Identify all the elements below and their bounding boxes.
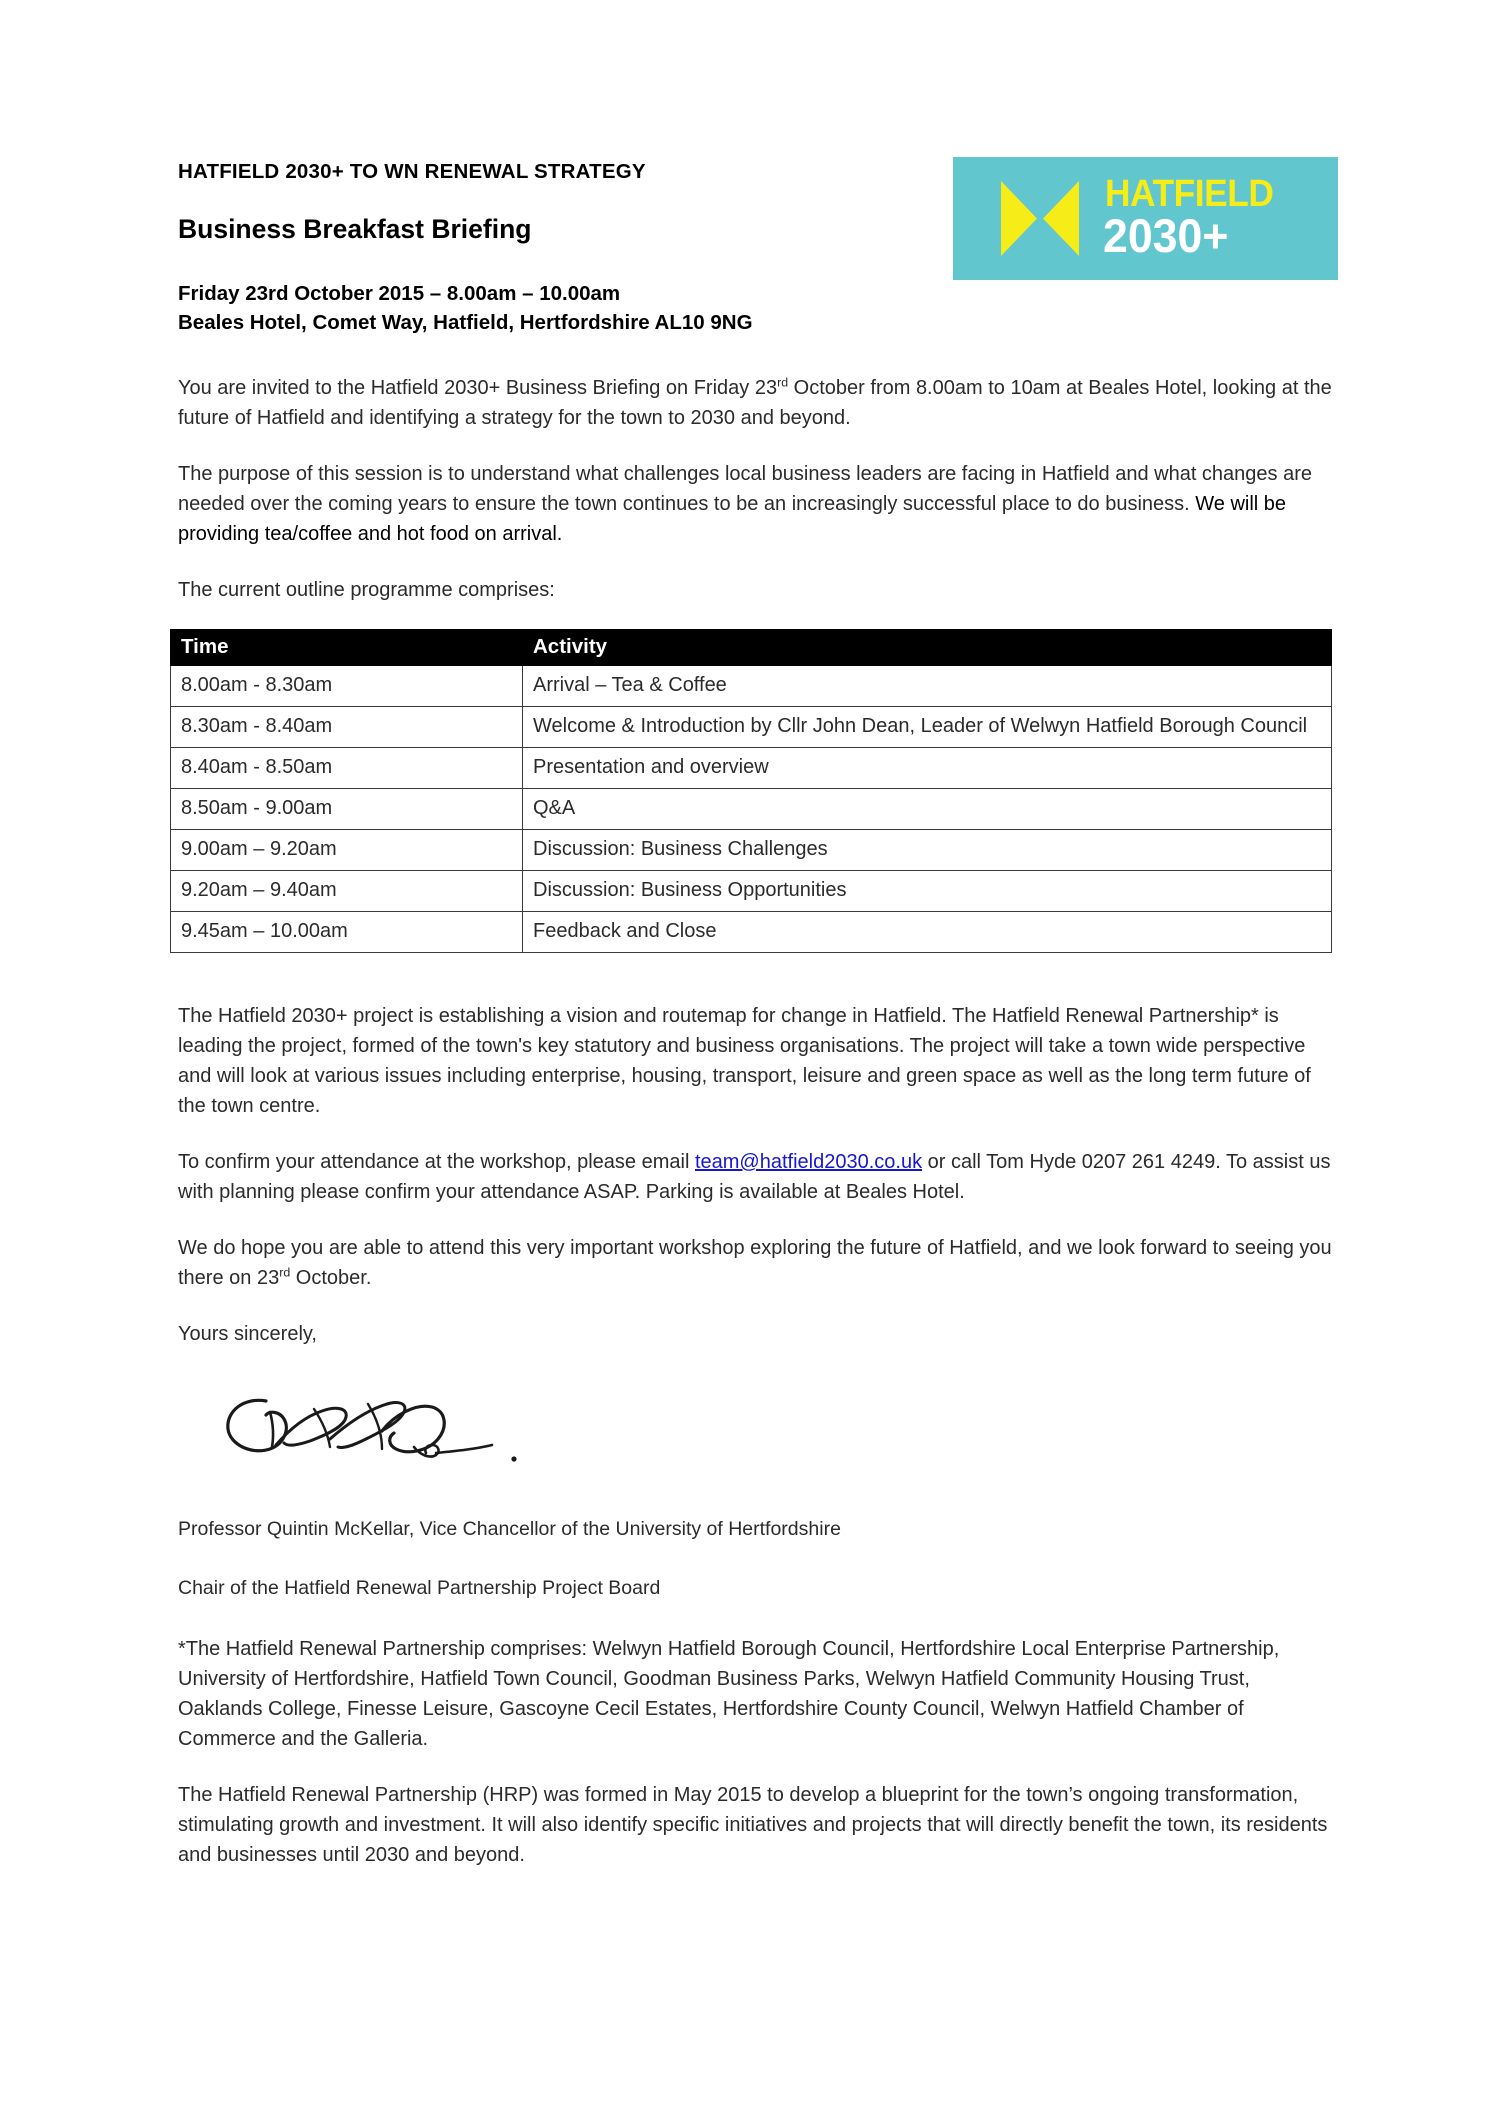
column-header-activity: Activity: [523, 630, 1332, 666]
cell-time: 9.45am – 10.00am: [171, 912, 523, 953]
invitation-mid: on Friday 23: [660, 377, 778, 400]
cell-time: 8.40am - 8.50am: [171, 748, 523, 789]
rsvp-lead: To confirm your attendance at the workshop, please email: [178, 1151, 695, 1174]
cell-activity: Discussion: Business Challenges: [523, 830, 1332, 871]
cell-time: 8.50am - 9.00am: [171, 789, 523, 830]
cell-time: 8.30am - 8.40am: [171, 707, 523, 748]
refreshments-note: We will be providing tea/coffee and hot food on arrival.: [178, 493, 1287, 546]
ordinal-suffix: rd: [279, 1265, 291, 1280]
ordinal-suffix: rd: [777, 375, 789, 390]
event-venue-line: Beales Hotel, Comet Way, Hatfield, Hertfordshire AL10 9NG: [178, 311, 753, 335]
table-row: [171, 748, 1332, 789]
programme-table-body: [171, 666, 1332, 953]
programme-lead-in: The current outline programme comprises:: [178, 579, 555, 602]
contact-email-link[interactable]: team@hatfield2030.co.uk: [694, 1151, 923, 1174]
cell-activity: Arrival – Tea & Coffee: [523, 666, 1332, 707]
hrp-background-paragraph: The Hatfield Renewal Partnership (HRP) was formed in May 2015 to develop a blueprint for the town’s ongoing transformation, stimulating growth and investment. It will also identify specific initiatives and projects that will directly benefit the town, its residents and businesses until 2030 and beyond.: [178, 1783, 1328, 1866]
table-header-row: [171, 630, 1332, 666]
cell-time: 9.00am – 9.20am: [171, 830, 523, 871]
document-eyebrow-heading: HATFIELD 2030+ TO WN RENEWAL STRATEGY: [178, 160, 646, 183]
cell-activity: Presentation and overview: [523, 748, 1332, 789]
column-header-time: Time: [171, 630, 523, 666]
table-row: [171, 871, 1332, 912]
table-row: [171, 912, 1332, 953]
document-content: [178, 160, 1336, 1896]
hope-lead: We do hope you are able to attend this very important workshop exploring the future of Hatfield, and we look forward to seeing you there on 23: [178, 1237, 1332, 1290]
purpose-paragraph: [178, 459, 1336, 549]
invitation-lead: You are invited to the Hatfield 2030+ Business Briefing: [178, 377, 661, 400]
invitation-tail: October from 8.00am to 10am at Beales Hotel, looking at the future of Hatfield and identifying a strategy for the town to 2030 and beyond.: [178, 377, 1332, 430]
project-description-paragraph: The Hatfield 2030+ project is establishing a vision and routemap for change in Hatfield. The Hatfield Renewal Partnership* is leading the project, formed of the town's key statutory and business organisations. The project will take a town wide perspective and will look at various issues including enterprise, housing, transport, leisure and green space as well as the long term future of the town centre.: [178, 1005, 1311, 1118]
programme-table: [170, 629, 1332, 953]
event-date-line: Friday 23rd October 2015 – 8.00am – 10.00am: [178, 282, 621, 305]
hope-paragraph: [178, 1233, 1336, 1293]
invitation-paragraph: [178, 373, 1336, 433]
table-row: [171, 830, 1332, 871]
cell-activity: Q&A: [523, 789, 1332, 830]
rsvp-paragraph: [178, 1147, 1336, 1207]
page-title: Business Breakfast Briefing: [178, 214, 532, 244]
partnership-members-note: *The Hatfield Renewal Partnership comprises: Welwyn Hatfield Borough Council, Hertfordshire Local Enterprise Partnership, University of Hertfordshire, Hatfield Town Council, Goodman Business Parks, Welwyn Hatfield Community Housing Trust, Oaklands College, Finesse Leisure, Gascoyne Cecil Estates, Hertfordshire County Council, Welwyn Hatfield Chamber of Commerce and the Galleria.: [178, 1637, 1280, 1750]
cell-time: 9.20am – 9.40am: [171, 871, 523, 912]
logo-wordmark-2030plus: 2030+: [1103, 209, 1229, 262]
table-row: [171, 707, 1332, 748]
table-spacer: [178, 953, 1336, 1001]
signer-name: Professor Quintin McKellar, Vice Chancellor of the University of Hertfordshire: [178, 1518, 841, 1541]
signer-role: Chair of the Hatfield Renewal Partnership Project Board: [178, 1577, 661, 1600]
purpose-text: The purpose of this session is to understand what challenges local business leaders are facing in Hatfield and what changes are needed over the coming years to ensure the town continues to be an increasingly successful place to do business.: [178, 463, 1313, 516]
signoff-line: Yours sincerely,: [178, 1323, 317, 1346]
hope-tail: October.: [290, 1267, 372, 1290]
table-row: [171, 789, 1332, 830]
table-row: [171, 666, 1332, 707]
cell-activity: Welcome & Introduction by Cllr John Dean, Leader of Welwyn Hatfield Borough Council: [523, 707, 1332, 748]
rsvp-tail: or call Tom Hyde 0207 261 4249. To assist us with planning please confirm your attendance ASAP. Parking is available at Beales Hotel.: [178, 1151, 1331, 1204]
cell-time: 8.00am - 8.30am: [171, 666, 523, 707]
logo-wordmark-hatfield: HATFIELD: [1105, 173, 1274, 215]
cell-activity: Feedback and Close: [523, 912, 1332, 953]
event-details-heading: [178, 279, 1336, 337]
handwritten-signature: [218, 1379, 548, 1469]
cell-activity: Discussion: Business Opportunities: [523, 871, 1332, 912]
